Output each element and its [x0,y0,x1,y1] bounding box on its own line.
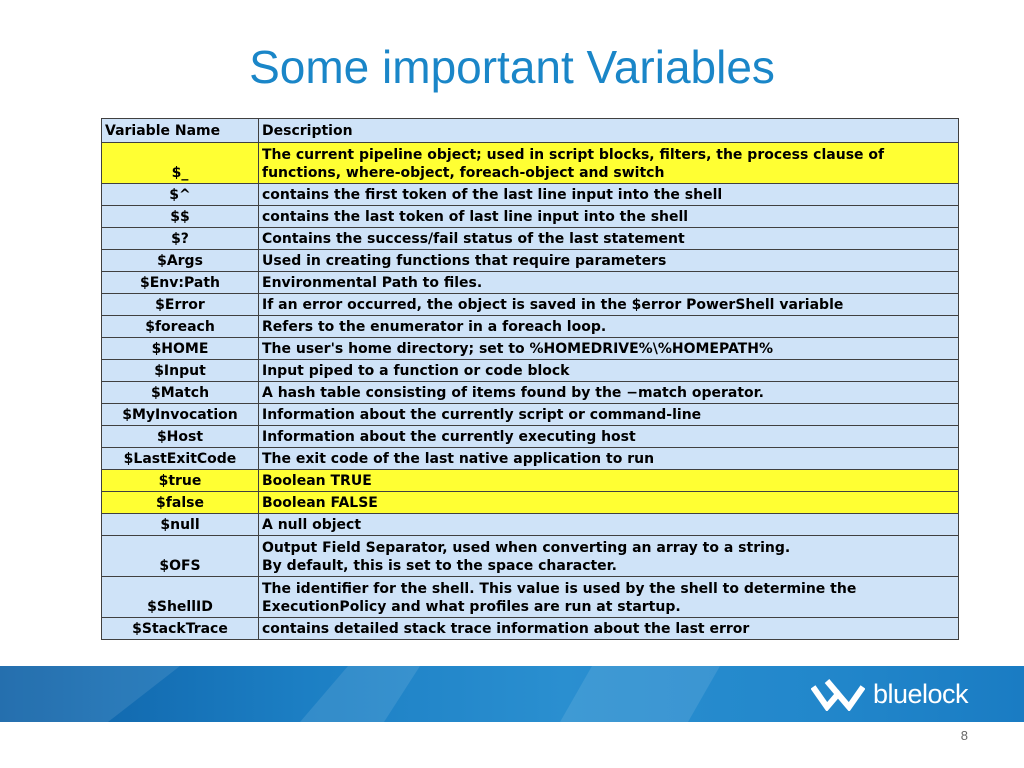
description-cell: If an error occurred, the object is saved in the $error PowerShell variable [259,294,959,316]
variables-table [101,118,959,640]
footer-banner [0,666,1024,722]
variable-name-cell: $MyInvocation [102,404,259,426]
description-cell: Information about the currently executing host [259,426,959,448]
table-row [102,448,959,470]
variable-name-cell: $LastExitCode [102,448,259,470]
table-row [102,228,959,250]
description-cell: A null object [259,514,959,536]
table-row [102,536,959,577]
logo-text: bluelock [872,678,968,709]
variable-name-cell: $Match [102,382,259,404]
description-cell: The exit code of the last native application to run [259,448,959,470]
variable-name-cell: $Args [102,250,259,272]
variable-name-cell: $Input [102,360,259,382]
header-description: Description [259,119,959,143]
table-row [102,470,959,492]
banner-shard [0,666,180,722]
table-row [102,294,959,316]
description-cell: The identifier for the shell. This value is used by the shell to determine the ExecutionPolicy and what profiles are run at startup. [259,577,959,618]
table-row [102,514,959,536]
table-row [102,618,959,640]
description-cell: Used in creating functions that require parameters [259,250,959,272]
description-cell: Refers to the enumerator in a foreach loop. [259,316,959,338]
header-variable-name: Variable Name [102,119,259,143]
table-row [102,404,959,426]
variable-name-cell: $null [102,514,259,536]
variable-name-cell: $Error [102,294,259,316]
description-cell: A hash table consisting of items found by the −match operator. [259,382,959,404]
variable-name-cell: $Env:Path [102,272,259,294]
bluelock-logo-icon [811,677,865,711]
slide-title: Some important Variables [249,41,775,93]
description-cell: The user's home directory; set to %HOMEDRIVE%\%HOMEPATH% [259,338,959,360]
table-row [102,360,959,382]
description-cell: Boolean TRUE [259,470,959,492]
variable-name-cell: $foreach [102,316,259,338]
table-row [102,492,959,514]
banner-shard [300,666,420,722]
variable-name-cell: $? [102,228,259,250]
table-row [102,272,959,294]
description-cell: The current pipeline object; used in script blocks, filters, the process clause of functions, where-object, foreach-object and switch [259,143,959,184]
description-cell: contains the first token of the last line input into the shell [259,184,959,206]
description-cell: contains the last token of last line input into the shell [259,206,959,228]
variable-name-cell: $_ [102,143,259,184]
description-cell: Output Field Separator, used when converting an array to a string. By default, this is set to the space character. [259,536,959,577]
table-row [102,250,959,272]
description-cell: Environmental Path to files. [259,272,959,294]
bluelock-logo [811,677,968,711]
description-cell: Information about the currently script or command-line [259,404,959,426]
variable-name-cell: $^ [102,184,259,206]
variable-name-cell: $Host [102,426,259,448]
page-number: 8 [960,728,968,743]
table-row [102,382,959,404]
variable-name-cell: $false [102,492,259,514]
variable-name-cell: $true [102,470,259,492]
table-row [102,206,959,228]
description-cell: Boolean FALSE [259,492,959,514]
table-header-row [102,119,959,143]
banner-shard [560,666,720,722]
variable-name-cell: $$ [102,206,259,228]
table-row [102,184,959,206]
table-row [102,577,959,618]
table-row [102,338,959,360]
description-cell: contains detailed stack trace information about the last error [259,618,959,640]
variable-name-cell: $OFS [102,536,259,577]
table-row [102,143,959,184]
table-row [102,426,959,448]
variable-name-cell: $ShellID [102,577,259,618]
description-cell: Contains the success/fail status of the last statement [259,228,959,250]
variable-name-cell: $HOME [102,338,259,360]
description-cell: Input piped to a function or code block [259,360,959,382]
table-row [102,316,959,338]
variable-name-cell: $StackTrace [102,618,259,640]
